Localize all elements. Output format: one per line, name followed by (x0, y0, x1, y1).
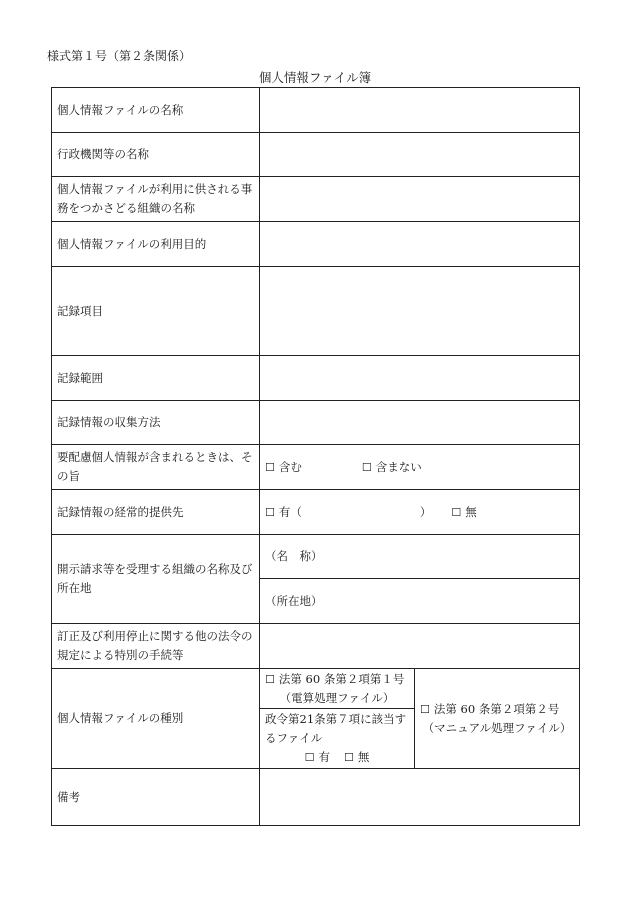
row-remarks (52, 769, 580, 826)
special-procedure-value[interactable] (260, 624, 580, 669)
row-record-items (52, 267, 580, 356)
row-purpose (52, 222, 580, 267)
record-scope-value[interactable] (260, 356, 580, 401)
sensitive-info-label: 要配慮個人情報が含まれるときは、その旨 (52, 445, 260, 490)
row-file-name (52, 88, 580, 133)
type-manual-article: 法第 60 条第２項第２号 (433, 701, 560, 716)
organization-label: 個人情報ファイルが利用に供される事務をつかさどる組織の名称 (52, 177, 260, 222)
row-agency (52, 133, 580, 177)
sensitive-no-checkbox[interactable]: ☐ (361, 460, 372, 474)
provision-no-checkbox[interactable]: ☐ (451, 505, 462, 519)
cabinet-yes-checkbox[interactable]: ☐ (304, 751, 315, 764)
remarks-label: 備考 (52, 769, 260, 826)
cabinet-no-checkbox[interactable]: ☐ (344, 751, 354, 764)
record-items-value[interactable] (260, 267, 580, 356)
record-items-label: 記録項目 (52, 267, 260, 356)
file-type-label: 個人情報ファイルの種別 (52, 669, 260, 769)
provision-label: 記録情報の経常的提供先 (52, 490, 260, 535)
row-provision (52, 490, 580, 535)
type-computer-desc: （電算処理ファイル） (279, 691, 395, 705)
provision-yes-label: 有（ (278, 504, 302, 519)
sensitive-no-label: 含まない (375, 459, 422, 474)
provision-no-label: 無 (465, 504, 477, 519)
file-name-value[interactable] (260, 88, 580, 133)
type-computer-file-cell (260, 669, 415, 709)
type-cabinet-order-text: 政令第21条第７項に該当するファイル (265, 712, 407, 745)
personal-info-file-register-table (51, 87, 580, 826)
request-org-name[interactable]: （名 称） (260, 535, 580, 579)
provision-close-paren: ） (419, 504, 432, 519)
remarks-value[interactable] (260, 769, 580, 826)
sensitive-yes-label: 含む (278, 459, 302, 474)
provision-yes-checkbox[interactable]: ☐ (265, 505, 275, 519)
type-manual-desc: （マニュアル処理ファイル） (422, 720, 572, 735)
row-request-name (52, 535, 580, 579)
purpose-label: 個人情報ファイルの利用目的 (52, 222, 260, 267)
type-computer-article: 法第 60 条第２項第１号 (278, 672, 405, 686)
agency-label: 行政機関等の名称 (52, 133, 260, 177)
agency-value[interactable] (260, 133, 580, 177)
row-organization (52, 177, 580, 222)
sensitive-yes-checkbox[interactable]: ☐ (265, 460, 275, 474)
type-manual-checkbox[interactable]: ☐ (420, 702, 430, 716)
type-cabinet-order-cell (260, 709, 415, 769)
sensitive-info-options (260, 445, 580, 490)
cabinet-yes-label: 有 (318, 750, 330, 764)
special-procedure-label: 訂正及び利用停止に関する他の法令の規定による特別の手続等 (52, 624, 260, 669)
organization-value[interactable] (260, 177, 580, 222)
row-record-scope (52, 356, 580, 401)
request-org-address[interactable]: （所在地） (260, 579, 580, 624)
record-scope-label: 記録範囲 (52, 356, 260, 401)
row-file-type-top (52, 669, 580, 709)
purpose-value[interactable] (260, 222, 580, 267)
type-computer-checkbox[interactable]: ☐ (265, 673, 275, 686)
form-number: 様式第１号（第２条関係） (47, 49, 192, 63)
type-manual-file-cell (415, 669, 580, 769)
file-name-label: 個人情報ファイルの名称 (52, 88, 260, 133)
row-collection-method (52, 401, 580, 445)
provision-options (260, 490, 580, 535)
request-org-label: 開示請求等を受理する組織の名称及び所在地 (52, 535, 260, 624)
row-special-procedure (52, 624, 580, 669)
cabinet-no-label: 無 (357, 750, 370, 764)
collection-method-value[interactable] (260, 401, 580, 445)
collection-method-label: 記録情報の収集方法 (52, 401, 260, 445)
document-title: 個人情報ファイル簿 (258, 70, 372, 85)
row-sensitive-info (52, 445, 580, 490)
